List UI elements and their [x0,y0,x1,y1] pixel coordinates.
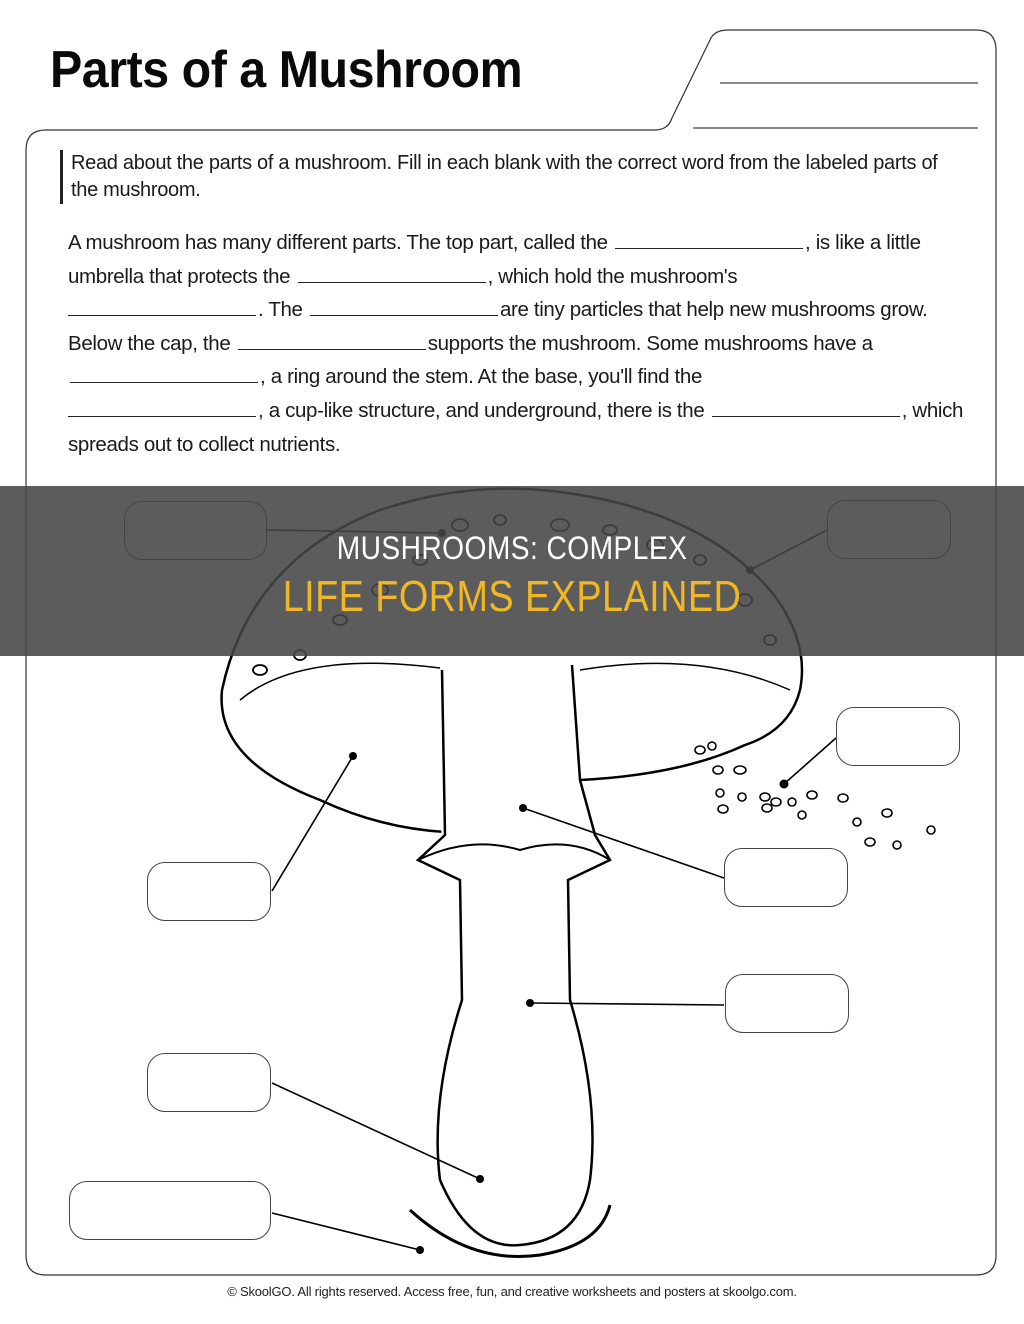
instructions-text: Read about the parts of a mushroom. Fill in each blank with the correct word from the labeled parts of the mushroom. [60,150,960,204]
passage-text: , a cup-like structure, and underground, there is the [258,398,710,422]
copyright-footer: © SkoolGO. All rights reserved. Access free, fun, and creative worksheets and posters at skoolgo.com. [227,1284,797,1299]
blank-6[interactable] [70,363,258,383]
passage-text: supports the mushroom. Some mushrooms have a [427,331,873,355]
passage-text: , a ring around the stem. At the base, you'll find the [260,365,702,389]
blank-7[interactable] [68,397,256,417]
passage-text: , which spreads out to collect nutrients. [68,398,964,456]
banner-headline-line2: LIFE FORMS EXPLAINED [282,572,742,621]
passage-text: A mushroom has many different parts. The top part, called the [68,231,614,254]
stem-label-box[interactable] [725,974,849,1033]
spores-label-box[interactable] [836,707,960,766]
volva-label-box[interactable] [147,1053,271,1112]
blank-1[interactable] [615,229,803,249]
worksheet-title: Parts of a Mushroom [50,41,523,99]
blank-4[interactable] [310,296,498,316]
fill-in-passage [68,226,968,461]
blank-3[interactable] [68,296,256,316]
gills-label-box[interactable] [147,862,271,921]
passage-text: , which hold the mushroom's [487,264,738,288]
banner-headline-line1: MUSHROOMS: COMPLEX [336,530,688,566]
mycelium-label-box[interactable] [69,1181,271,1240]
passage-text: , is like a little umbrella that protects the [68,231,921,288]
title-banner-overlay [0,486,1024,656]
passage-text: . The [258,298,308,322]
blank-8[interactable] [712,397,900,417]
ring-label-box[interactable] [724,848,848,907]
blank-2[interactable] [298,263,486,283]
blank-5[interactable] [238,330,426,350]
passage-text: are tiny particles that help new mushrooms grow. Below the cap, the [68,298,928,355]
